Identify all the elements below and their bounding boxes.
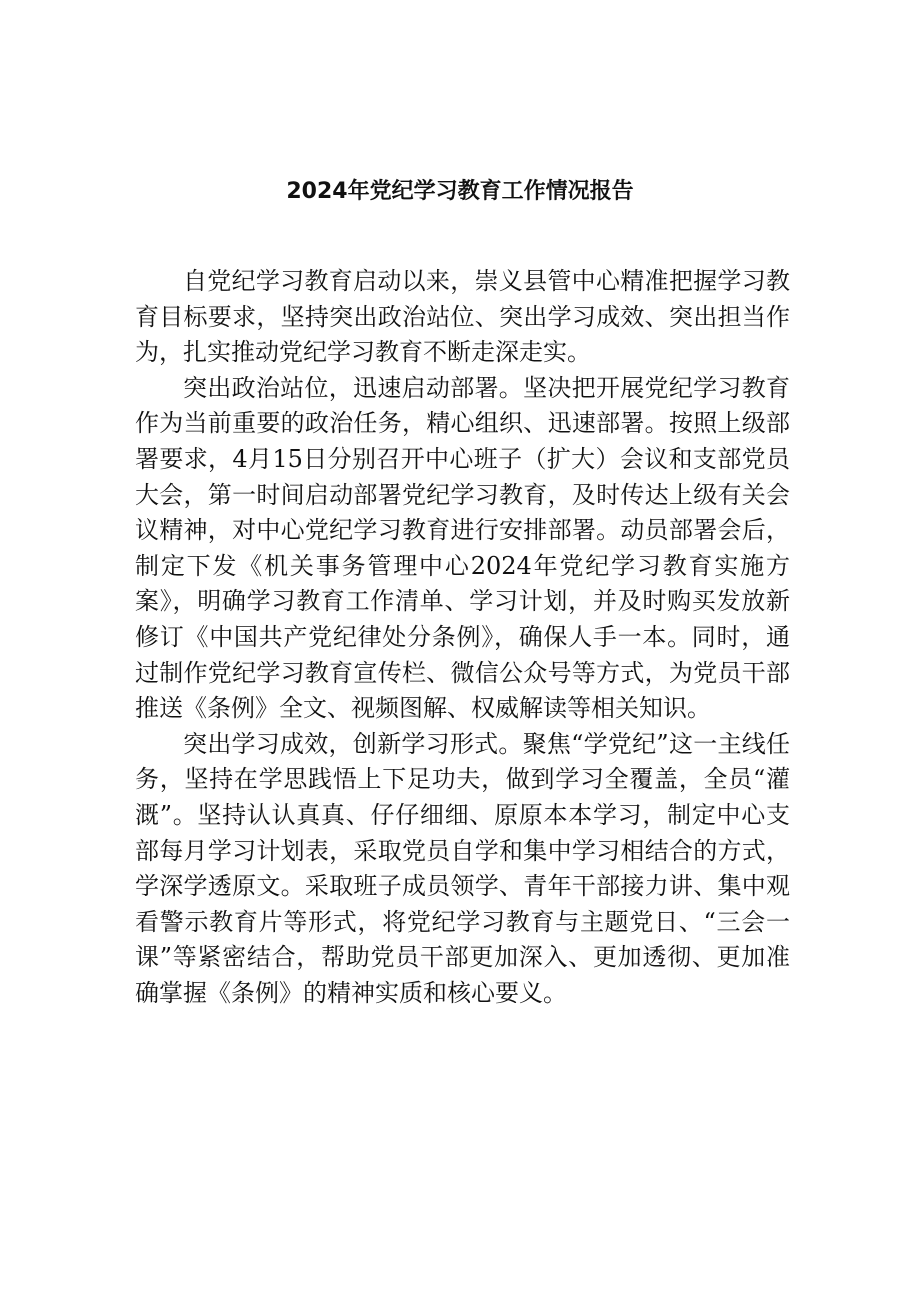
document-body	[135, 264, 790, 1011]
paragraph-learning-results: 突出学习成效，创新学习形式。聚焦“学党纪”这一主线任务，坚持在学思践悟上下足功夫，做到学习全覆盖，全员“灌溉”。坚持认认真真、仔仔细细、原原本本学习，制定中心支部每月学习计划表，采取党员自学和集中学习相结合的方式，学深学透原文。采取班子成员领学、青年干部接力讲、集中观看警示教育片等形式，将党纪学习教育与主题党日、“三会一课”等紧密结合，帮助党员干部更加深入、更加透彻、更加准确掌握《条例》的精神实质和核心要义。	[135, 729, 790, 1007]
paragraph-intro: 自党纪学习教育启动以来，崇义县管中心精准把握学习教育目标要求，坚持突出政治站位、突出学习成效、突出担当作为，扎实推动党纪学习教育不断走深走实。	[135, 267, 790, 367]
document-title: 2024年党纪学习教育工作情况报告	[286, 179, 634, 204]
paragraph-political-stance: 突出政治站位，迅速启动部署。坚决把开展党纪学习教育作为当前重要的政治任务，精心组织、迅速部署。按照上级部署要求，4月15日分别召开中心班子（扩大）会议和支部党员大会，第一时间启动部署党纪学习教育，及时传达上级有关会议精神，对中心党纪学习教育进行安排部署。动员部署会后，制定下发《机关事务管理中心2024年党纪学习教育实施方案》，明确学习教育工作清单、学习计划，并及时购买发放新修订《中国共产党纪律处分条例》，确保人手一本。同时，通过制作党纪学习教育宣传栏、微信公众号等方式，为党员干部推送《条例》全文、视频图解、权威解读等相关知识。	[135, 373, 790, 723]
